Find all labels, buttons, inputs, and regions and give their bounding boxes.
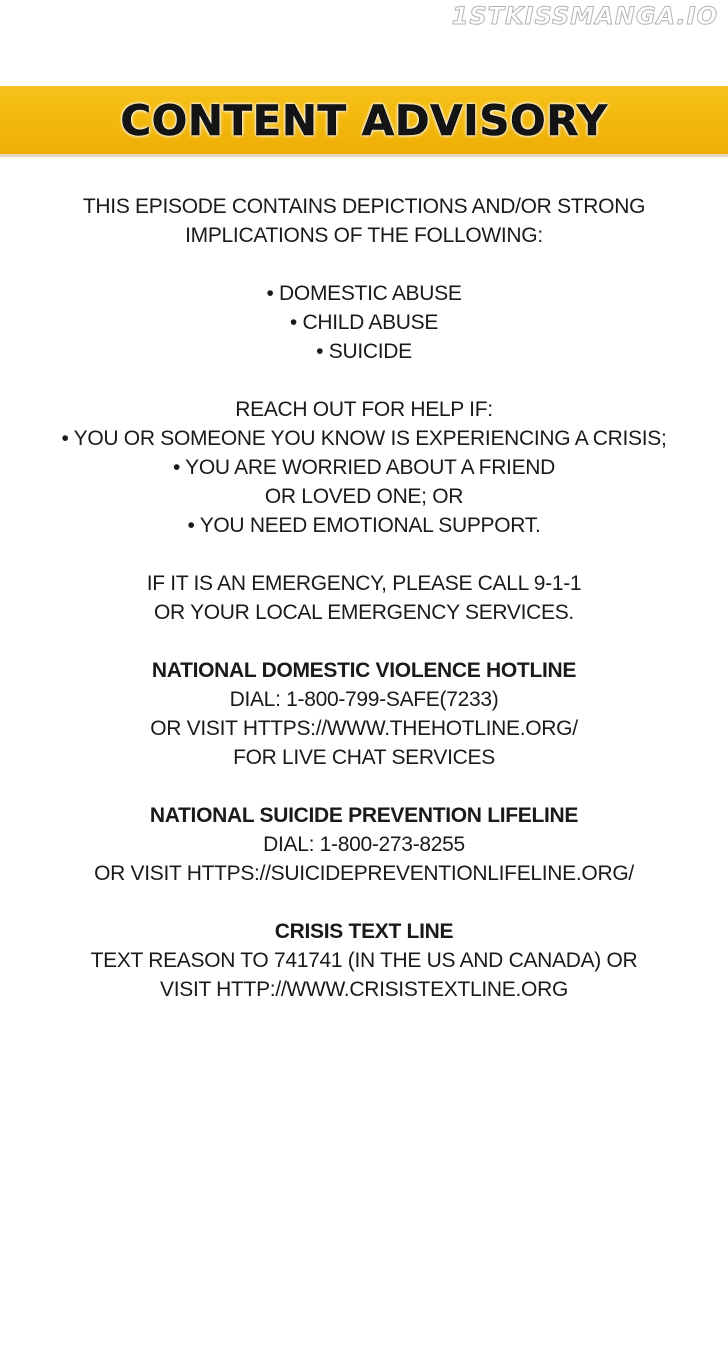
help-item: • YOU OR SOMEONE YOU KNOW IS EXPERIENCING A CRISIS; — [61, 427, 667, 450]
topic-item: • DOMESTIC ABUSE — [266, 282, 462, 305]
lifeline-title: NATIONAL SUICIDE PREVENTION LIFELINE — [149, 804, 579, 827]
lifeline-line: OR VISIT HTTPS://SUICIDEPREVENTIONLIFELINE.ORG/ — [94, 862, 634, 885]
textline-title: CRISIS TEXT LINE — [274, 920, 454, 943]
spacer — [0, 772, 728, 801]
topic-item: • SUICIDE — [316, 340, 412, 363]
intro-line: THIS EPISODE CONTAINS DEPICTIONS AND/OR STRONG — [82, 195, 646, 218]
textline-line: VISIT HTTP://WWW.CRISISTEXTLINE.ORG — [160, 978, 568, 1001]
spacer — [0, 888, 728, 917]
help-heading: REACH OUT FOR HELP IF: — [235, 398, 493, 421]
lifeline-line: DIAL: 1-800-273-8255 — [263, 833, 465, 856]
topic-item: • CHILD ABUSE — [289, 311, 439, 334]
site-watermark: 1STKISSMANGA.IO — [451, 2, 718, 30]
emergency-line: OR YOUR LOCAL EMERGENCY SERVICES. — [154, 601, 574, 624]
hotline-line: FOR LIVE CHAT SERVICES — [233, 746, 495, 769]
spacer — [0, 540, 728, 569]
advisory-banner — [0, 86, 728, 157]
advisory-content — [0, 192, 728, 1004]
emergency-line: IF IT IS AN EMERGENCY, PLEASE CALL 9-1-1 — [146, 572, 582, 595]
help-item: OR LOVED ONE; OR — [264, 485, 464, 508]
hotline-line: OR VISIT HTTPS://WWW.THEHOTLINE.ORG/ — [150, 717, 578, 740]
spacer — [0, 366, 728, 395]
banner-title: CONTENT ADVISORY — [120, 95, 608, 145]
textline-line: TEXT REASON TO 741741 (IN THE US AND CANADA) OR — [90, 949, 638, 972]
spacer — [0, 627, 728, 656]
help-item: • YOU NEED EMOTIONAL SUPPORT. — [187, 514, 541, 537]
hotline-title: NATIONAL DOMESTIC VIOLENCE HOTLINE — [151, 659, 577, 682]
hotline-line: DIAL: 1-800-799-SAFE(7233) — [229, 688, 499, 711]
help-item: • YOU ARE WORRIED ABOUT A FRIEND — [172, 456, 556, 479]
intro-line: IMPLICATIONS OF THE FOLLOWING: — [185, 224, 543, 247]
spacer — [0, 250, 728, 279]
